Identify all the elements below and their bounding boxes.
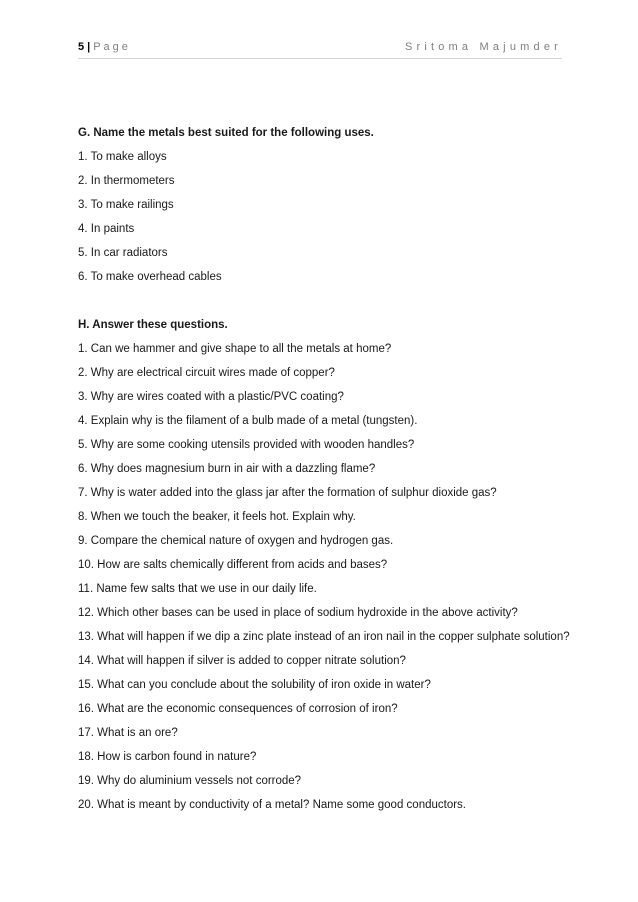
list-item: 5. In car radiators (78, 247, 168, 259)
question-item: 12. Which other bases can be used in place of sodium hydroxide in the above activity? (78, 607, 518, 619)
author-name: Sritoma Majumder (404, 41, 562, 53)
question-item: 18. How is carbon found in nature? (78, 751, 257, 763)
header-separator: | (87, 41, 91, 53)
question-item: 5. Why are some cooking utensils provided with wooden handles? (78, 439, 415, 451)
page-word: Page (93, 41, 131, 53)
question-item: 2. Why are electrical circuit wires made of copper? (78, 367, 335, 379)
question-item: 19. Why do aluminium vessels not corrode? (78, 775, 302, 787)
question-item: 6. Why does magnesium burn in air with a dazzling flame? (78, 463, 376, 475)
question-item: 9. Compare the chemical nature of oxygen and hydrogen gas. (78, 535, 394, 547)
question-item: 13. What will happen if we dip a zinc plate instead of an iron nail in the copper sulphate solution? (78, 631, 570, 643)
list-item: 1. To make alloys (78, 151, 167, 163)
page-number: 5 (78, 41, 85, 53)
section-h-heading: H. Answer these questions. (78, 319, 228, 331)
question-item: 4. Explain why is the filament of a bulb made of a metal (tungsten). (78, 415, 418, 427)
question-item: 16. What are the economic consequences of corrosion of iron? (78, 703, 398, 715)
page-header (78, 40, 562, 59)
question-item: 1. Can we hammer and give shape to all the metals at home? (78, 343, 392, 355)
list-item: 2. In thermometers (78, 175, 175, 187)
question-item: 11. Name few salts that we use in our daily life. (78, 583, 317, 595)
question-item: 7. Why is water added into the glass jar after the formation of sulphur dioxide gas? (78, 487, 497, 499)
list-item: 6. To make overhead cables (78, 271, 222, 283)
question-item: 8. When we touch the beaker, it feels hot. Explain why. (78, 511, 356, 523)
question-item: 17. What is an ore? (78, 727, 178, 739)
list-item: 3. To make railings (78, 199, 174, 211)
question-item: 14. What will happen if silver is added to copper nitrate solution? (78, 655, 406, 667)
question-item: 10. How are salts chemically different from acids and bases? (78, 559, 388, 571)
question-item: 20. What is meant by conductivity of a metal? Name some good conductors. (78, 799, 466, 811)
page-number-label (78, 40, 131, 54)
question-item: 15. What can you conclude about the solubility of iron oxide in water? (78, 679, 431, 691)
list-item: 4. In paints (78, 223, 135, 235)
question-item: 3. Why are wires coated with a plastic/PVC coating? (78, 391, 344, 403)
section-g-heading: G. Name the metals best suited for the following uses. (78, 127, 374, 139)
